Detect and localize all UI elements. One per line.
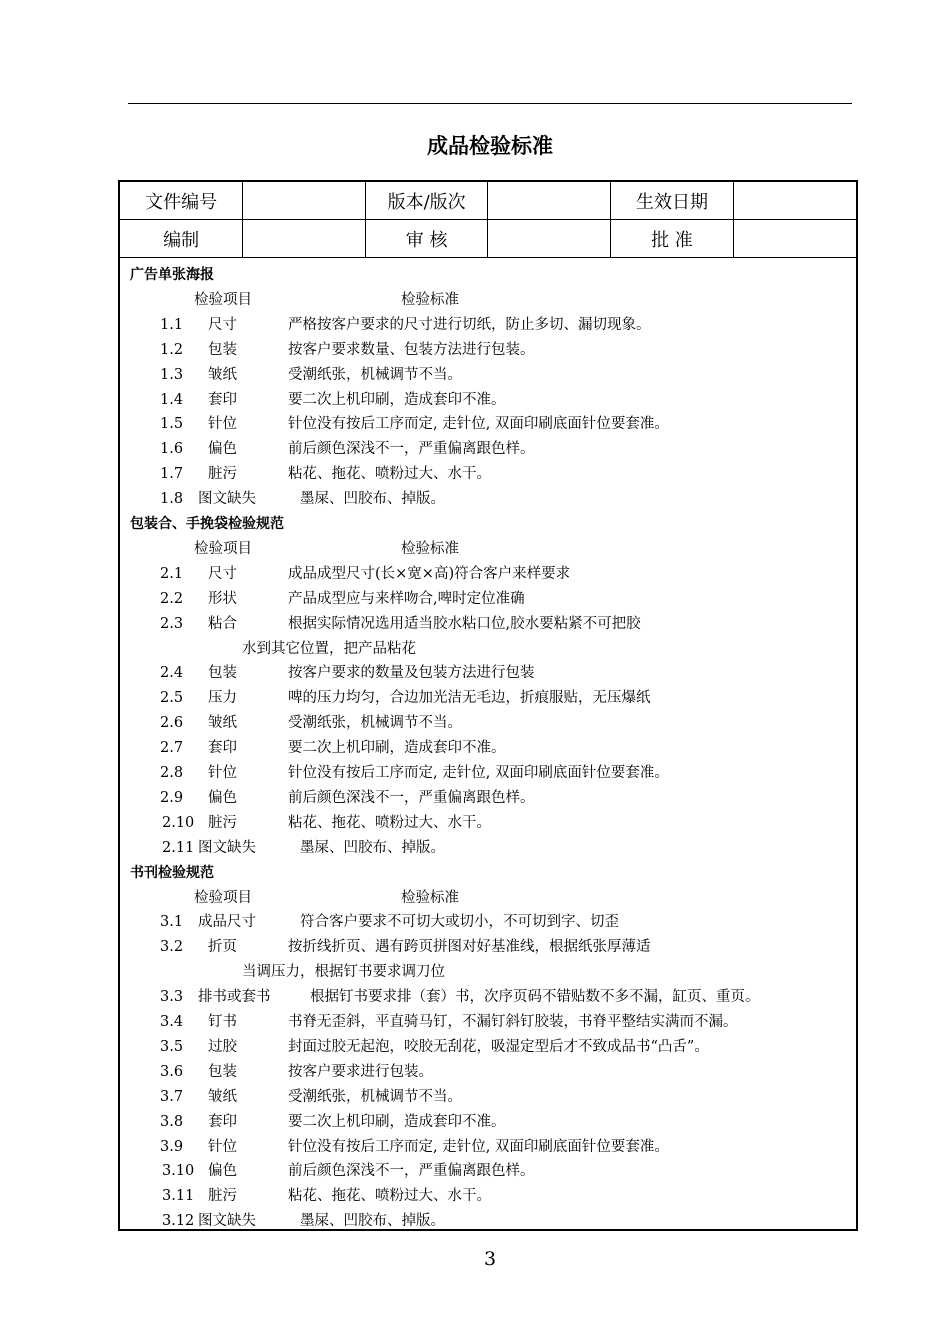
inspection-item: 套印 (208, 740, 237, 757)
inspection-item: 皱纸 (208, 715, 237, 732)
item-number: 3.3 (160, 989, 184, 1006)
inspection-item: 压力 (208, 690, 237, 707)
inspection-standard: 严格按客户要求的尺寸进行切纸，防止多切、漏切现象。 (288, 316, 651, 333)
inspection-standard: 书脊无歪斜，平直骑马钉，不漏钉斜钉胶装，书脊平整结实满而不漏。 (288, 1014, 738, 1030)
inspection-standard: 要二次上机印刷，造成套印不准。 (288, 1113, 506, 1130)
inspection-standard: 前后颜色深浅不一，严重偏离跟色样。 (288, 1163, 535, 1180)
value-prepared-by (243, 220, 366, 258)
label-prepared-by: 编制 (120, 220, 243, 258)
inspection-item: 粘合 (208, 615, 237, 632)
control-row-1 (120, 182, 856, 220)
inspection-standard: 按客户要求的数量及包装方法进行包装 (288, 665, 535, 682)
inspection-standard: 前后颜色深浅不一，严重偏离跟色样。 (288, 789, 535, 806)
inspection-item: 脏污 (208, 1188, 237, 1205)
inspection-standard: 符合客户要求不可切大或切小，不可切到字、切歪 (300, 914, 619, 931)
inspection-item: 折页 (208, 939, 237, 956)
inspection-item: 皱纸 (208, 1088, 237, 1105)
inspection-standard: 针位没有按后工序而定, 走针位, 双面印刷底面针位要套准。 (288, 416, 669, 433)
value-reviewed-by (488, 220, 611, 258)
inspection-standard: 要二次上机印刷，造成套印不准。 (288, 391, 506, 408)
inspection-item: 成品尺寸 (198, 914, 256, 931)
item-number: 3.8 (160, 1113, 184, 1130)
inspection-standard: 产品成型应与来样吻合,啤时定位准确 (288, 590, 525, 607)
document-control-table (120, 182, 856, 258)
header-rule (128, 103, 852, 104)
item-number: 2.5 (160, 690, 184, 707)
inspection-item: 皱纸 (208, 366, 237, 383)
column-header-item: 检验项目 (194, 291, 252, 308)
item-number: 1.1 (160, 316, 184, 333)
section-heading: 书刊检验规范 (130, 864, 214, 881)
value-approved-by (733, 220, 856, 258)
item-number: 3.9 (160, 1138, 184, 1155)
inspection-standard: 要二次上机印刷，造成套印不准。 (288, 740, 506, 757)
inspection-item: 偏色 (208, 1163, 237, 1180)
inspection-standard: 粘花、拖花、喷粉过大、水干。 (288, 1188, 491, 1205)
section-heading: 广告单张海报 (130, 267, 214, 283)
value-effective-date (733, 182, 856, 220)
inspection-item: 图文缺失 (198, 1213, 256, 1230)
item-number: 1.8 (160, 491, 184, 508)
item-number: 3.6 (160, 1063, 184, 1080)
inspection-item: 包装 (208, 341, 237, 358)
inspection-standard: 针位没有按后工序而定, 走针位, 双面印刷底面针位要套准。 (288, 765, 669, 781)
item-number: 2.9 (160, 789, 184, 806)
inspection-standard: 受潮纸张，机械调节不当。 (288, 366, 462, 383)
page-number: 3 (483, 1248, 497, 1270)
document-frame (118, 180, 858, 1231)
inspection-standard: 受潮纸张，机械调节不当。 (288, 715, 462, 732)
inspection-standard: 成品成型尺寸(长×宽×高)符合客户来样要求 (288, 565, 571, 582)
inspection-item: 偏色 (208, 441, 237, 458)
item-number: 1.5 (160, 416, 184, 433)
inspection-standard: 墨屎、凹胶布、掉版。 (300, 491, 445, 508)
inspection-item: 针位 (208, 416, 237, 433)
inspection-item: 过胶 (208, 1038, 237, 1055)
item-number: 2.10 (162, 814, 195, 831)
label-reviewed-by: 审 核 (365, 220, 488, 258)
value-version (488, 182, 611, 220)
inspection-item: 套印 (208, 1113, 237, 1130)
item-number: 1.7 (160, 466, 184, 483)
inspection-item: 钉书 (208, 1014, 237, 1030)
value-file-number (243, 182, 366, 220)
item-number: 2.3 (160, 615, 184, 632)
item-number: 1.4 (160, 391, 184, 408)
item-number: 2.1 (160, 565, 184, 582)
item-number: 3.12 (162, 1213, 195, 1230)
inspection-standard: 按客户要求进行包装。 (288, 1063, 433, 1080)
item-number: 1.6 (160, 441, 184, 458)
item-number: 3.5 (160, 1038, 184, 1055)
inspection-standard: 墨屎、凹胶布、掉版。 (300, 1213, 445, 1230)
label-approved-by: 批 准 (611, 220, 734, 258)
inspection-standard-continued: 水到其它位置，把产品粘花 (242, 640, 416, 657)
inspection-item: 形状 (208, 590, 237, 607)
column-header-item: 检验项目 (194, 889, 252, 906)
inspection-standard-continued: 当调压力，根据钉书要求调刀位 (242, 964, 445, 981)
item-number: 1.3 (160, 366, 184, 383)
inspection-item: 尺寸 (208, 565, 237, 582)
item-number: 3.7 (160, 1088, 184, 1105)
inspection-standard: 粘花、拖花、喷粉过大、水干。 (288, 814, 491, 831)
inspection-item: 脏污 (208, 466, 237, 483)
inspection-standard: 根据钉书要求排（套）书，次序页码不错贴数不多不漏，缸页、重页。 (310, 989, 760, 1006)
inspection-standard: 针位没有按后工序而定, 走针位, 双面印刷底面针位要套准。 (288, 1138, 669, 1155)
inspection-standard: 粘花、拖花、喷粉过大、水干。 (288, 466, 491, 483)
inspection-item: 图文缺失 (198, 839, 256, 856)
column-header-standard: 检验标准 (401, 291, 459, 308)
item-number: 2.8 (160, 765, 184, 781)
item-number: 3.11 (162, 1188, 195, 1205)
column-header-item: 检验项目 (194, 540, 252, 557)
inspection-standard: 封面过胶无起泡，咬胶无刮花，吸湿定型后才不致成品书“凸舌”。 (288, 1038, 709, 1055)
inspection-standard: 按折线折页、遇有跨页拼图对好基准线，根据纸张厚薄适 (288, 939, 651, 956)
inspection-item: 针位 (208, 1138, 237, 1155)
inspection-item: 尺寸 (208, 316, 237, 333)
section-heading: 包装合、手挽袋检验规范 (130, 516, 284, 532)
inspection-standard: 受潮纸张，机械调节不当。 (288, 1088, 462, 1105)
item-number: 2.7 (160, 740, 184, 757)
inspection-item: 图文缺失 (198, 491, 256, 508)
item-number: 3.1 (160, 914, 184, 931)
item-number: 2.2 (160, 590, 184, 607)
inspection-item: 脏污 (208, 814, 237, 831)
inspection-item: 套印 (208, 391, 237, 408)
inspection-item: 偏色 (208, 789, 237, 806)
inspection-item: 包装 (208, 665, 237, 682)
inspection-standard: 根据实际情况选用适当胶水粘口位,胶水要粘紧不可把胶 (288, 615, 641, 632)
inspection-standard: 按客户要求数量、包装方法进行包装。 (288, 341, 535, 358)
inspection-item: 针位 (208, 765, 237, 781)
label-version: 版本/版次 (365, 182, 488, 220)
item-number: 2.4 (160, 665, 184, 682)
inspection-standard: 墨屎、凹胶布、掉版。 (300, 839, 445, 856)
label-file-number: 文件编号 (120, 182, 243, 220)
item-number: 2.6 (160, 715, 184, 732)
column-header-standard: 检验标准 (401, 889, 459, 906)
column-header-standard: 检验标准 (401, 540, 459, 557)
inspection-standard: 啤的压力均匀，合边加光洁无毛边，折痕服贴，无压爆纸 (288, 690, 651, 707)
inspection-standard: 前后颜色深浅不一，严重偏离跟色样。 (288, 441, 535, 458)
inspection-item: 排书或套书 (198, 989, 271, 1006)
label-effective-date: 生效日期 (611, 182, 734, 220)
item-number: 3.4 (160, 1014, 184, 1030)
item-number: 2.11 (162, 839, 195, 856)
item-number: 3.10 (162, 1163, 195, 1180)
item-number: 1.2 (160, 341, 184, 358)
item-number: 3.2 (160, 939, 184, 956)
page-title: 成品检验标准 (427, 134, 553, 158)
inspection-item: 包装 (208, 1063, 237, 1080)
control-row-2 (120, 220, 856, 258)
